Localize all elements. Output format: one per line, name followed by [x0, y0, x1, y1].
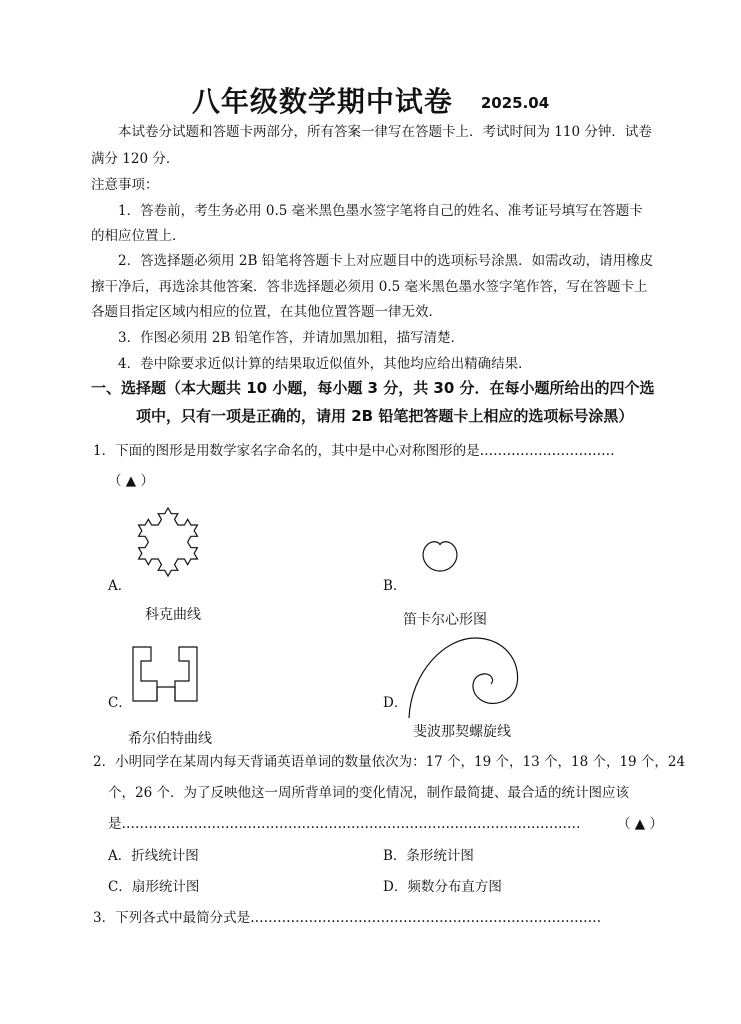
note-3: 3．作图必须用 2B 铅笔作答，并请加黑加粗，描写清楚． — [118, 330, 465, 346]
q2-option-d-label: D． — [383, 879, 408, 895]
q2-option-d-text: 频数分布直方图 — [407, 879, 502, 895]
q1-option-c-caption: 希尔伯特曲线 — [128, 731, 212, 747]
cardioid-icon — [405, 525, 475, 595]
note-2-line-2: 擦干净后，再选涂其他答案．答非选择题必须用 0.5 毫米黑色墨水签字笔作答，写在答题卡上 — [91, 279, 648, 295]
section-heading-line-2: 项中，只有一项是正确的，请用 2B 铅笔把答题卡上相应的选项标号涂黑） — [136, 407, 634, 425]
q2-stem-line-2: 个，26 个．为了反映他这一周所背单词的变化情况，制作最简捷、最合适的统计图应该 — [108, 785, 629, 801]
q2-option-b — [383, 848, 474, 864]
q2-stem-line-3: 是………………………………………………………………………………………… — [108, 816, 581, 832]
q2-option-c — [108, 879, 199, 895]
fibonacci-spiral-icon — [405, 632, 525, 722]
q1-option-d-caption: 斐波那契螺旋线 — [413, 724, 511, 740]
intro-line-2: 满分 120 分． — [91, 151, 180, 167]
koch-snowflake-icon — [128, 502, 208, 582]
exam-date: 2025.04 — [480, 94, 550, 112]
q1-option-d-label: D． — [383, 695, 408, 711]
page-title: 八年级数学期中试卷 — [191, 85, 453, 118]
exam-title — [0, 80, 741, 120]
q2-stem-line-1: 2．小明同学在某周内每天背诵英语单词的数量依次为：17 个，19 个，13 个，18 个，19 个，24 — [93, 754, 686, 770]
q1-option-a-label: A． — [108, 578, 132, 594]
q2-option-c-label: C． — [108, 879, 132, 895]
notice-heading: 注意事项： — [91, 177, 159, 193]
note-1-line-2: 的相应位置上． — [91, 228, 186, 244]
q1-stem: 1．下面的图形是用数学家名字命名的，其中是中心对称图形的是………………………… — [93, 443, 615, 459]
note-2-line-1: 2．答选择题必须用 2B 铅笔将答题卡上对应题目中的选项标号涂黑．如需改动，请用橡皮 — [118, 253, 654, 269]
note-1-line-1: 1．答卷前，考生务必用 0.5 毫米黑色墨水签字笔将自己的姓名、准考证号填写在答题卡 — [118, 203, 643, 219]
note-2-line-3: 各题目指定区域内相应的位置，在其他位置答题一律无效． — [91, 304, 442, 320]
q2-option-a-label: A． — [108, 848, 132, 864]
q2-option-b-text: 条形统计图 — [406, 848, 474, 864]
q1-answer-mark: （ ▲ ） — [108, 473, 154, 489]
q1-option-c-label: C． — [108, 695, 132, 711]
hilbert-curve-icon — [131, 643, 201, 703]
intro-line-1: 本试卷分试题和答题卡两部分，所有答案一律写在答题卡上．考试时间为 110 分钟．试卷 — [118, 124, 652, 140]
q2-option-c-text: 扇形统计图 — [131, 879, 200, 895]
q1-option-b-label: B． — [383, 578, 407, 594]
section-heading-line-1: 一、选择题（本大题共 10 小题，每小题 3 分，共 30 分．在每小题所给出的四个选 — [91, 379, 655, 397]
q3-stem: 3．下列各式中最简分式是…………………………………………………………………… — [93, 910, 602, 926]
q2-option-b-label: B． — [383, 848, 407, 864]
q2-option-a — [108, 848, 199, 864]
q2-answer-mark: （ ▲ ） — [617, 816, 663, 832]
q1-option-a-caption: 科克曲线 — [145, 607, 201, 623]
note-4: 4．卷中除要求近似计算的结果取近似值外，其他均应给出精确结果． — [118, 356, 532, 372]
q2-option-d — [383, 879, 502, 895]
q1-option-b-caption: 笛卡尔心形图 — [403, 612, 487, 628]
q2-option-a-text: 折线统计图 — [131, 848, 199, 864]
